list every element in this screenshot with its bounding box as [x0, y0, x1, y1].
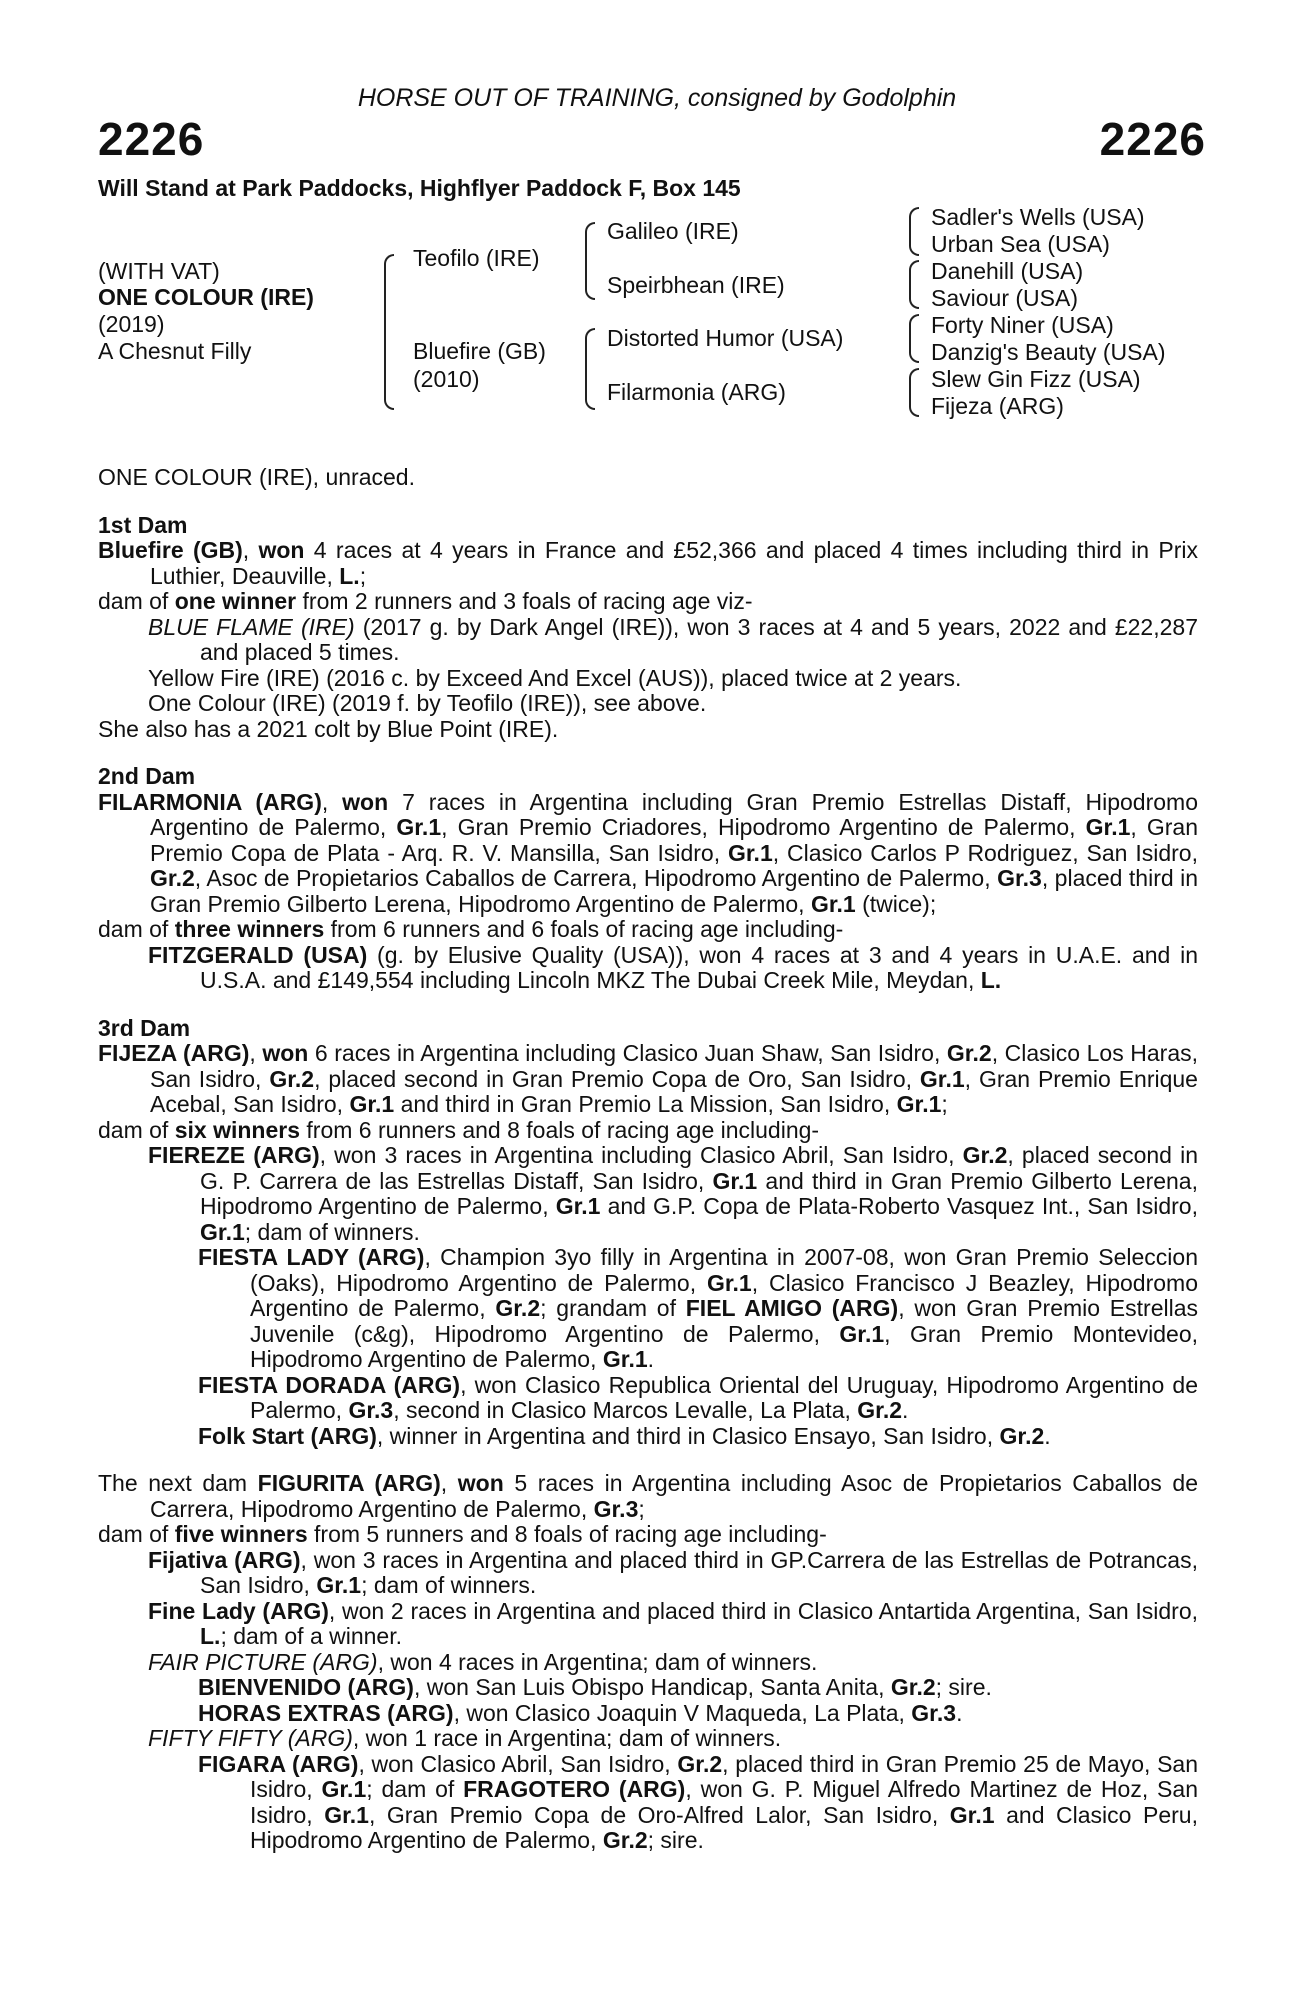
lot-number-right: 2226: [1099, 113, 1206, 165]
consignment-line: HORSE OUT OF TRAINING, consigned by Godolphin: [357, 84, 957, 112]
pedigree-brace-2a: [585, 222, 595, 300]
horse-vat: (WITH VAT): [98, 258, 220, 284]
first-dam-produce-line: dam of one winner from 2 runners and 3 foals of racing age viz-: [98, 588, 753, 614]
second-dam-heading: 2nd Dam: [98, 763, 196, 789]
pedigree-g3-7: Slew Gin Fizz (USA): [931, 366, 1141, 392]
pedigree-brace-2b: [585, 328, 595, 410]
next-dam-grand-offspring: FIGARA (ARG), won Clasico Abril, San Isidro, Gr.2, placed third in Gran Premio 25 de Mayo, San Isidro, Gr.1; dam of FRAGOTERO (ARG), won G. P. Miguel Alfredo Martinez de Hoz, San Isidro, Gr.1, Gran Premio Copa de Oro-Alfred Lalor, San Isidro, Gr.1 and Clasico Peru, Hipodromo Argentino de Palermo, Gr.2; sire.: [198, 1750, 1199, 1853]
next-dam-offspring: FAIR PICTURE (ARG), won 4 races in Argentina; dam of winners.: [148, 1648, 818, 1675]
next-dam-grand-offspring: BIENVENIDO (ARG), won San Luis Obispo Handicap, Santa Anita, Gr.2; sire.: [198, 1674, 992, 1700]
pedigree-brace-3b: [909, 260, 919, 309]
next-dam-offspring: Fine Lady (ARG), won 2 races in Argentina and placed third in Clasico Antartida Argentina, San Isidro, L.; dam of a winner.: [148, 1597, 1199, 1649]
third-dam-produce-line: dam of six winners from 6 runners and 8 foals of racing age including-: [98, 1116, 820, 1143]
second-dam-record: FILARMONIA (ARG), won 7 races in Argentina including Gran Premio Estrellas Distaff, Hipodromo Argentino de Palermo, Gr.1, Gran Premio Criadores, Hipodromo Argentino de Palermo, Gr.1, Gran Premio Copa de Plata - Arq. R. V. Mansilla, San Isidro, Gr.1, Clasico Carlos P Rodriguez, San Isidro, Gr.2, Asoc de Propietarios Caballos de Carrera, Hipodromo Argentino de Palermo, Gr.3, placed third in Gran Premio Gilberto Lerena, Hipodromo Argentino de Palermo, Gr.1 (twice);: [98, 788, 1199, 917]
lot-number-left: 2226: [98, 113, 205, 165]
next-dam-offspring: Fijativa (ARG), won 3 races in Argentina and placed third in GP.Carrera de las Estrellas de Potrancas, San Isidro, Gr.1; dam of winners.: [148, 1546, 1198, 1598]
intro-line: ONE COLOUR (IRE), unraced.: [98, 464, 415, 490]
horse-description: A Chesnut Filly: [98, 338, 252, 364]
pedigree-sire-sire: Galileo (IRE): [607, 218, 739, 244]
pedigree-g3-6: Danzig's Beauty (USA): [931, 339, 1166, 365]
third-dam-grand-offspring: FIESTA LADY (ARG), Champion 3yo filly in Argentina in 2007-08, won Gran Premio Seleccion (Oaks), Hipodromo Argentino de Palermo, Gr.1, Clasico Francisco J Beazley, Hipodromo Argentino de Palermo, Gr.2; grandam of FIEL AMIGO (ARG), won Gran Premio Estrellas Juvenile (c&g), Hipodromo Argentino de Palermo, Gr.1, Gran Premio Montevideo, Hipodromo Argentino de Palermo, Gr.1.: [198, 1244, 1199, 1372]
first-dam-offspring: Yellow Fire (IRE) (2016 c. by Exceed And Excel (AUS)), placed twice at 2 years.: [148, 664, 962, 691]
next-dam-produce-line: dam of five winners from 5 runners and 8 foals of racing age including-: [98, 1521, 827, 1547]
pedigree-sire-dam: Speirbhean (IRE): [607, 272, 785, 298]
pedigree-g3-3: Danehill (USA): [931, 258, 1084, 284]
pedigree-g3-1: Sadler's Wells (USA): [931, 204, 1145, 230]
horse-name: ONE COLOUR (IRE): [98, 284, 314, 310]
stand-location: Will Stand at Park Paddocks, Highflyer Paddock F, Box 145: [98, 175, 741, 201]
pedigree-brace-3d: [909, 368, 919, 417]
pedigree-brace-1: [384, 254, 394, 410]
second-dam-produce-line: dam of three winners from 6 runners and 6 foals of racing age including-: [98, 916, 844, 942]
third-dam-heading: 3rd Dam: [98, 1014, 191, 1041]
first-dam-record: Bluefire (GB), won 4 races at 4 years in France and £52,366 and placed 4 times including third in Prix Luthier, Deauville, L.;: [98, 537, 1199, 589]
pedigree-brace-3c: [909, 314, 919, 363]
next-dam-offspring: FIFTY FIFTY (ARG), won 1 race in Argentina; dam of winners.: [148, 1725, 782, 1751]
pedigree-g3-8: Fijeza (ARG): [931, 393, 1064, 419]
third-dam-grand-offspring: FIESTA DORADA (ARG), won Clasico Republica Oriental del Uruguay, Hipodromo Argentino de Palermo, Gr.3, second in Clasico Marcos Levalle, La Plata, Gr.2.: [198, 1371, 1199, 1423]
pedigree-sire: Teofilo (IRE): [413, 245, 540, 271]
first-dam-offspring: BLUE FLAME (IRE) (2017 g. by Dark Angel (IRE)), won 3 races at 4 and 5 years, 2022 and £22,287 and placed 5 times.: [148, 613, 1198, 665]
second-dam-offspring: FITZGERALD (USA) (g. by Elusive Quality (USA)), won 4 races at 3 and 4 years in U.A.E. and in U.S.A. and £149,554 including Lincoln MKZ The Dubai Creek Mile, Meydan, L.: [148, 941, 1198, 993]
next-dam-grand-offspring: HORAS EXTRAS (ARG), won Clasico Joaquin V Maqueda, La Plata, Gr.3.: [198, 1699, 963, 1726]
horse-year: (2019): [98, 311, 165, 337]
pedigree-brace-3a: [909, 207, 919, 256]
pedigree-dam: Bluefire (GB): [413, 338, 546, 364]
first-dam-heading: 1st Dam: [98, 511, 188, 538]
pedigree-dam-dam: Filarmonia (ARG): [607, 379, 786, 405]
pedigree-dam-sire: Distorted Humor (USA): [607, 325, 844, 351]
third-dam-grand-offspring: Folk Start (ARG), winner in Argentina and third in Clasico Ensayo, San Isidro, Gr.2.: [198, 1422, 1051, 1449]
third-dam-offspring: FIEREZE (ARG), won 3 races in Argentina including Clasico Abril, San Isidro, Gr.2, placed second in G. P. Carrera de las Estrellas Distaff, San Isidro, Gr.1 and third in Gran Premio Gilberto Lerena, Hipodromo Argentino de Palermo, Gr.1 and G.P. Copa de Plata-Roberto Vasquez Int., San Isidro, Gr.1; dam of winners.: [148, 1142, 1198, 1245]
first-dam-also: She also has a 2021 colt by Blue Point (IRE).: [98, 715, 559, 742]
pedigree-g3-2: Urban Sea (USA): [931, 231, 1110, 257]
pedigree-dam-year: (2010): [413, 366, 480, 392]
next-dam-record: The next dam FIGURITA (ARG), won 5 races in Argentina including Asoc de Propietarios Caballos de Carrera, Hipodromo Argentino de Palermo, Gr.3;: [98, 1470, 1198, 1522]
catalogue-body: [98, 465, 1198, 1854]
pedigree-g3-4: Saviour (USA): [931, 285, 1078, 311]
first-dam-offspring: One Colour (IRE) (2019 f. by Teofilo (IRE)), see above.: [148, 690, 707, 716]
pedigree-g3-5: Forty Niner (USA): [931, 312, 1114, 338]
third-dam-record: FIJEZA (ARG), won 6 races in Argentina including Clasico Juan Shaw, San Isidro, Gr.2, Clasico Los Haras, San Isidro, Gr.2, placed second in Gran Premio Copa de Oro, San Isidro, Gr.1, Gran Premio Enrique Acebal, San Isidro, Gr.1 and third in Gran Premio La Mission, San Isidro, Gr.1;: [98, 1040, 1198, 1117]
